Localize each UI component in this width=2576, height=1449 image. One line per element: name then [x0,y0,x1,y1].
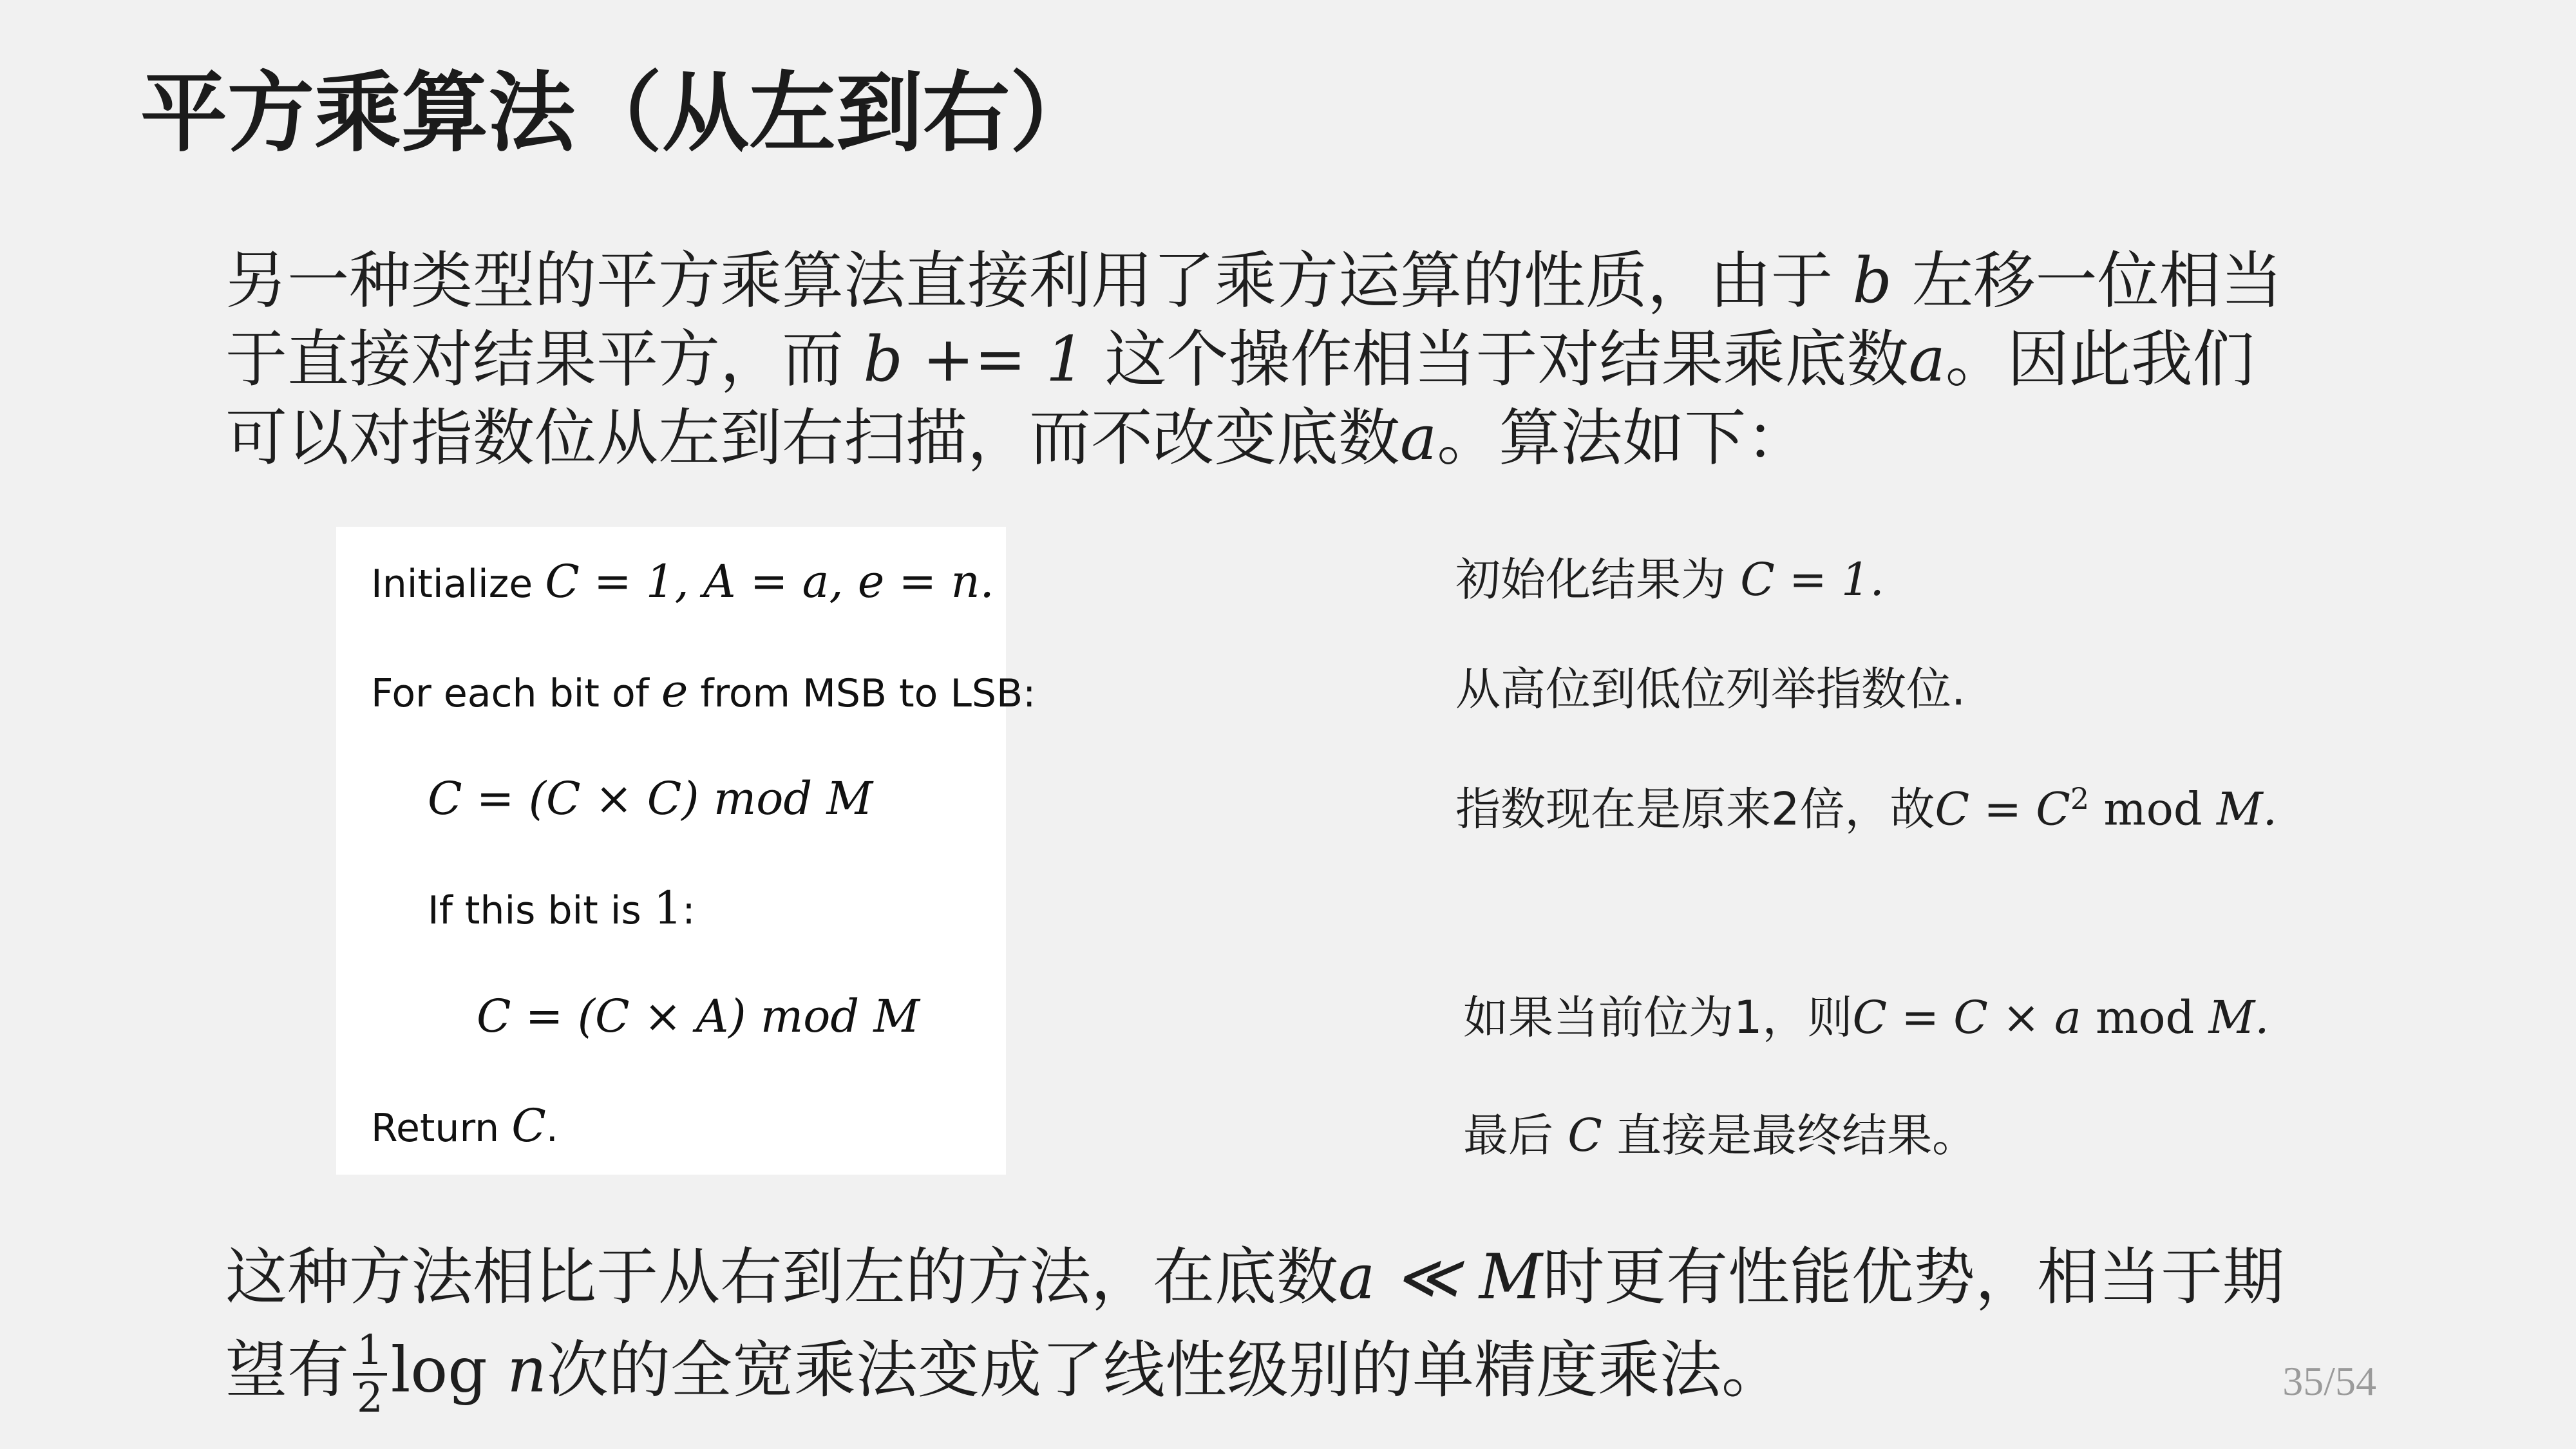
intro-line-2: 于直接对结果平方，而 b += 1 这个操作相当于对结果乘底数a。因此我们 [225,323,2255,395]
math-a-much-less-than-m: a ≪ M [1338,1241,1543,1313]
algo-init-line: Initialize C = 1, A = a, e = n. [371,555,994,608]
algo-loop-line: For each bit of e from MSB to LSB: [371,665,1036,717]
algo-multiply-step: C = (C × A) mod M [477,990,920,1043]
math-b-plus-equals-one: b += 1 [863,323,1085,395]
algo-square-step: C = (C × C) mod M [428,772,873,825]
conclusion-paragraph [225,1238,2415,1421]
algorithm-box [336,527,1036,1175]
comment-multiply: 如果当前位为1，则C = C × a mod M. [1463,991,2269,1044]
intro-line-1: 另一种类型的平方乘算法直接利用了乘方运算的性质，由于 b 左移一位相当 [225,245,2283,317]
comment-loop: 从高位到低位列举指数位. [1455,663,1966,715]
slide-title: 平方乘算法（从左到右） [140,62,1097,164]
conclusion-line-1: 这种方法相比于从右到左的方法，在底数a ≪ M时更有性能优势，相当于期 [225,1241,2285,1313]
math-a: a [1400,402,1437,474]
math-a: a [1908,323,1946,395]
algo-if-line: If this bit is 1: [428,882,696,934]
algo-return-line: Return C. [371,1099,558,1152]
comment-return: 最后 C 直接是最终结果。 [1463,1109,1978,1162]
comment-init: 初始化结果为 C = 1. [1455,553,1884,606]
conclusion-line-2: 望有 $\frac{1}{2}$ log n次的全宽乘法变成了线性级别的单精度乘法。 [225,1327,1784,1422]
intro-line-3: 可以对指数位从左到右扫描，而不改变底数a。算法如下： [225,402,1808,474]
math-b: b [1852,245,1892,317]
fraction-one-half: $\frac{1}{2}$ [353,1328,387,1421]
intro-paragraph [225,242,2415,477]
comment-square: 指数现在是原来2倍，故$C = C^2$ mod M. [1455,781,2277,836]
page-number: 35/54 [2282,1358,2376,1404]
